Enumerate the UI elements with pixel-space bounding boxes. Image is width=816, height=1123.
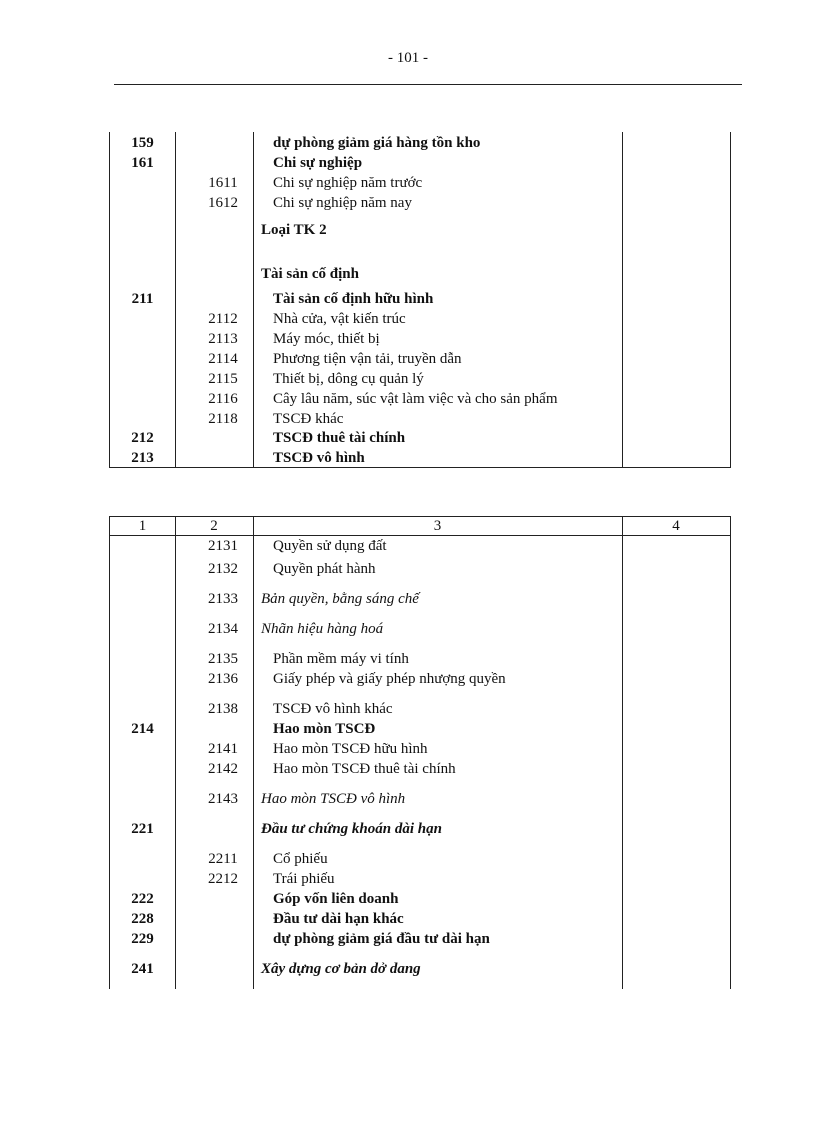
account-code: 229 [131, 931, 154, 947]
sub-account-code [175, 153, 253, 173]
table-row [110, 173, 730, 193]
account-name: Hao mòn TSCĐ thuê tài chính [273, 761, 456, 777]
table-row [110, 789, 730, 809]
sub-account-code [175, 173, 253, 193]
account-name: Chi sự nghiệp [273, 155, 363, 171]
account-name: TSCĐ thuê tài chính [273, 430, 406, 446]
sub-account-code [175, 389, 253, 409]
account-name: Hao mòn TSCĐ vô hình [261, 791, 406, 807]
sub-account-code [175, 369, 253, 389]
account-name: Hao mòn TSCĐ [273, 721, 376, 737]
sub-account-code [175, 789, 253, 809]
table-row [110, 889, 730, 909]
account-name: Giấy phép và giấy phép nhượng quyền [273, 671, 506, 687]
table-row [110, 649, 730, 669]
sub-account-code-text: 2134 [208, 621, 238, 637]
table-row [110, 959, 730, 979]
account-name: Bản quyền, bằng sáng chế [261, 591, 419, 607]
account-table-2 [109, 516, 731, 989]
sub-account-code-text: 1611 [208, 175, 238, 191]
table-row [110, 349, 730, 369]
table-row [110, 739, 730, 759]
table-row [110, 389, 730, 409]
account-name: Phần mềm máy vi tính [273, 651, 409, 667]
account-name: Quyền sử dụng đất [273, 538, 387, 554]
table-row [110, 619, 730, 639]
sub-account-code-text: 2142 [208, 761, 238, 777]
account-code: 222 [131, 891, 154, 907]
account-name: Nhà cửa, vật kiến trúc [273, 311, 406, 327]
header-rule [114, 84, 742, 85]
sub-account-code-text: 2116 [208, 391, 238, 407]
account-name: Góp vốn liên doanh [273, 891, 399, 907]
sub-account-code [175, 589, 253, 609]
account-name: Nhãn hiệu hàng hoá [261, 621, 384, 637]
sub-account-code [175, 559, 253, 579]
account-name: TSCĐ vô hình khác [273, 701, 393, 717]
table-row [110, 220, 730, 240]
header-col-2: 2 [210, 518, 218, 534]
sub-account-code [175, 909, 253, 929]
table-row [110, 849, 730, 869]
sub-account-code-text: 2211 [208, 851, 238, 867]
table-row [110, 669, 730, 689]
account-name: Đầu tư dài hạn khác [273, 911, 404, 927]
sub-account-code-text: 2141 [208, 741, 238, 757]
sub-account-code [175, 448, 253, 468]
sub-account-code-text: 2132 [208, 561, 238, 577]
table-row [110, 819, 730, 839]
table-row [110, 559, 730, 579]
sub-account-code [175, 193, 253, 213]
table-row [110, 589, 730, 609]
sub-account-code-text: 2115 [208, 371, 238, 387]
account-code: 213 [131, 450, 154, 466]
table-row [110, 369, 730, 389]
table-row [110, 909, 730, 929]
table-row [110, 759, 730, 779]
sub-account-code [175, 349, 253, 369]
account-name: Tài sản cố định [261, 266, 359, 282]
sub-account-code [175, 819, 253, 839]
page-number: - 101 - [388, 50, 428, 66]
sub-account-code-text: 2131 [208, 538, 238, 554]
account-name: TSCĐ khác [273, 411, 344, 427]
account-table-1 [109, 132, 731, 468]
sub-account-code [175, 719, 253, 739]
table-row [110, 929, 730, 949]
header-col-4: 4 [672, 518, 680, 534]
sub-account-code [175, 409, 253, 429]
table-row [110, 448, 730, 468]
account-code: 212 [131, 430, 154, 446]
sub-account-code [175, 133, 253, 153]
account-name: Đầu tư chứng khoán dài hạn [261, 821, 442, 837]
account-name: TSCĐ vô hình [273, 450, 365, 466]
sub-account-code [175, 889, 253, 909]
sub-account-code-text: 2135 [208, 651, 238, 667]
account-code: 221 [131, 821, 154, 837]
sub-account-code [175, 289, 253, 309]
table-row [110, 289, 730, 309]
sub-account-code-text: 2212 [208, 871, 238, 887]
sub-account-code [175, 869, 253, 889]
table-row [110, 193, 730, 213]
sub-account-code-text: 2136 [208, 671, 238, 687]
account-name: Loại TK 2 [261, 222, 327, 238]
account-name: dự phòng giảm giá hàng tồn kho [273, 135, 481, 151]
sub-account-code [175, 264, 253, 284]
account-name: Cổ phiếu [273, 851, 328, 867]
table-row [110, 869, 730, 889]
header-col-1: 1 [138, 518, 147, 534]
account-name: Trái phiếu [273, 871, 335, 887]
sub-account-code-text: 2133 [208, 591, 238, 607]
sub-account-code [175, 849, 253, 869]
header-col-3: 3 [433, 518, 442, 534]
table-row [110, 536, 730, 556]
table-row [110, 409, 730, 429]
account-code: 161 [131, 155, 154, 171]
sub-account-code [175, 309, 253, 329]
table-row [110, 153, 730, 173]
account-code: 228 [131, 911, 154, 927]
account-name: Tài sản cố định hữu hình [273, 291, 434, 307]
account-name: Cây lâu năm, súc vật làm việc và cho sản phẩm [273, 391, 558, 407]
sub-account-code-text: 1612 [208, 195, 238, 211]
account-code: 241 [131, 961, 154, 977]
account-name: Xây dựng cơ bản dở dang [261, 961, 421, 977]
sub-account-code [175, 929, 253, 949]
table-row [110, 133, 730, 153]
table-row [110, 329, 730, 349]
table-row [110, 309, 730, 329]
sub-account-code [175, 759, 253, 779]
account-name: Quyền phát hành [273, 561, 376, 577]
account-code: 214 [131, 721, 154, 737]
table-row [110, 428, 730, 448]
sub-account-code [175, 428, 253, 448]
sub-account-code [175, 649, 253, 669]
table-row [110, 699, 730, 719]
sub-account-code-text: 2138 [208, 701, 238, 717]
sub-account-code-text: 2118 [208, 411, 238, 427]
sub-account-code [175, 669, 253, 689]
account-name: Chi sự nghiệp năm nay [273, 195, 412, 211]
account-name: Thiết bị, dông cụ quản lý [273, 371, 424, 387]
sub-account-code [175, 536, 253, 556]
sub-account-code-text: 2114 [208, 351, 238, 367]
sub-account-code [175, 959, 253, 979]
sub-account-code [175, 329, 253, 349]
sub-account-code [175, 220, 253, 240]
table-row [110, 264, 730, 284]
account-name: Máy móc, thiết bị [273, 331, 380, 347]
sub-account-code [175, 739, 253, 759]
table-header-row [110, 517, 730, 536]
account-code: 211 [131, 291, 154, 307]
sub-account-code-text: 2112 [208, 311, 238, 327]
account-name: Hao mòn TSCĐ hữu hình [273, 741, 428, 757]
account-code: 159 [131, 135, 154, 151]
sub-account-code [175, 699, 253, 719]
account-name: Chi sự nghiệp năm trước [273, 175, 423, 191]
sub-account-code-text: 2113 [208, 331, 238, 347]
account-name: Phương tiện vận tải, truyền dẫn [273, 351, 462, 367]
sub-account-code-text: 2143 [208, 791, 238, 807]
account-name: dự phòng giảm giá đầu tư dài hạn [273, 931, 490, 947]
sub-account-code [175, 619, 253, 639]
table-row [110, 719, 730, 739]
